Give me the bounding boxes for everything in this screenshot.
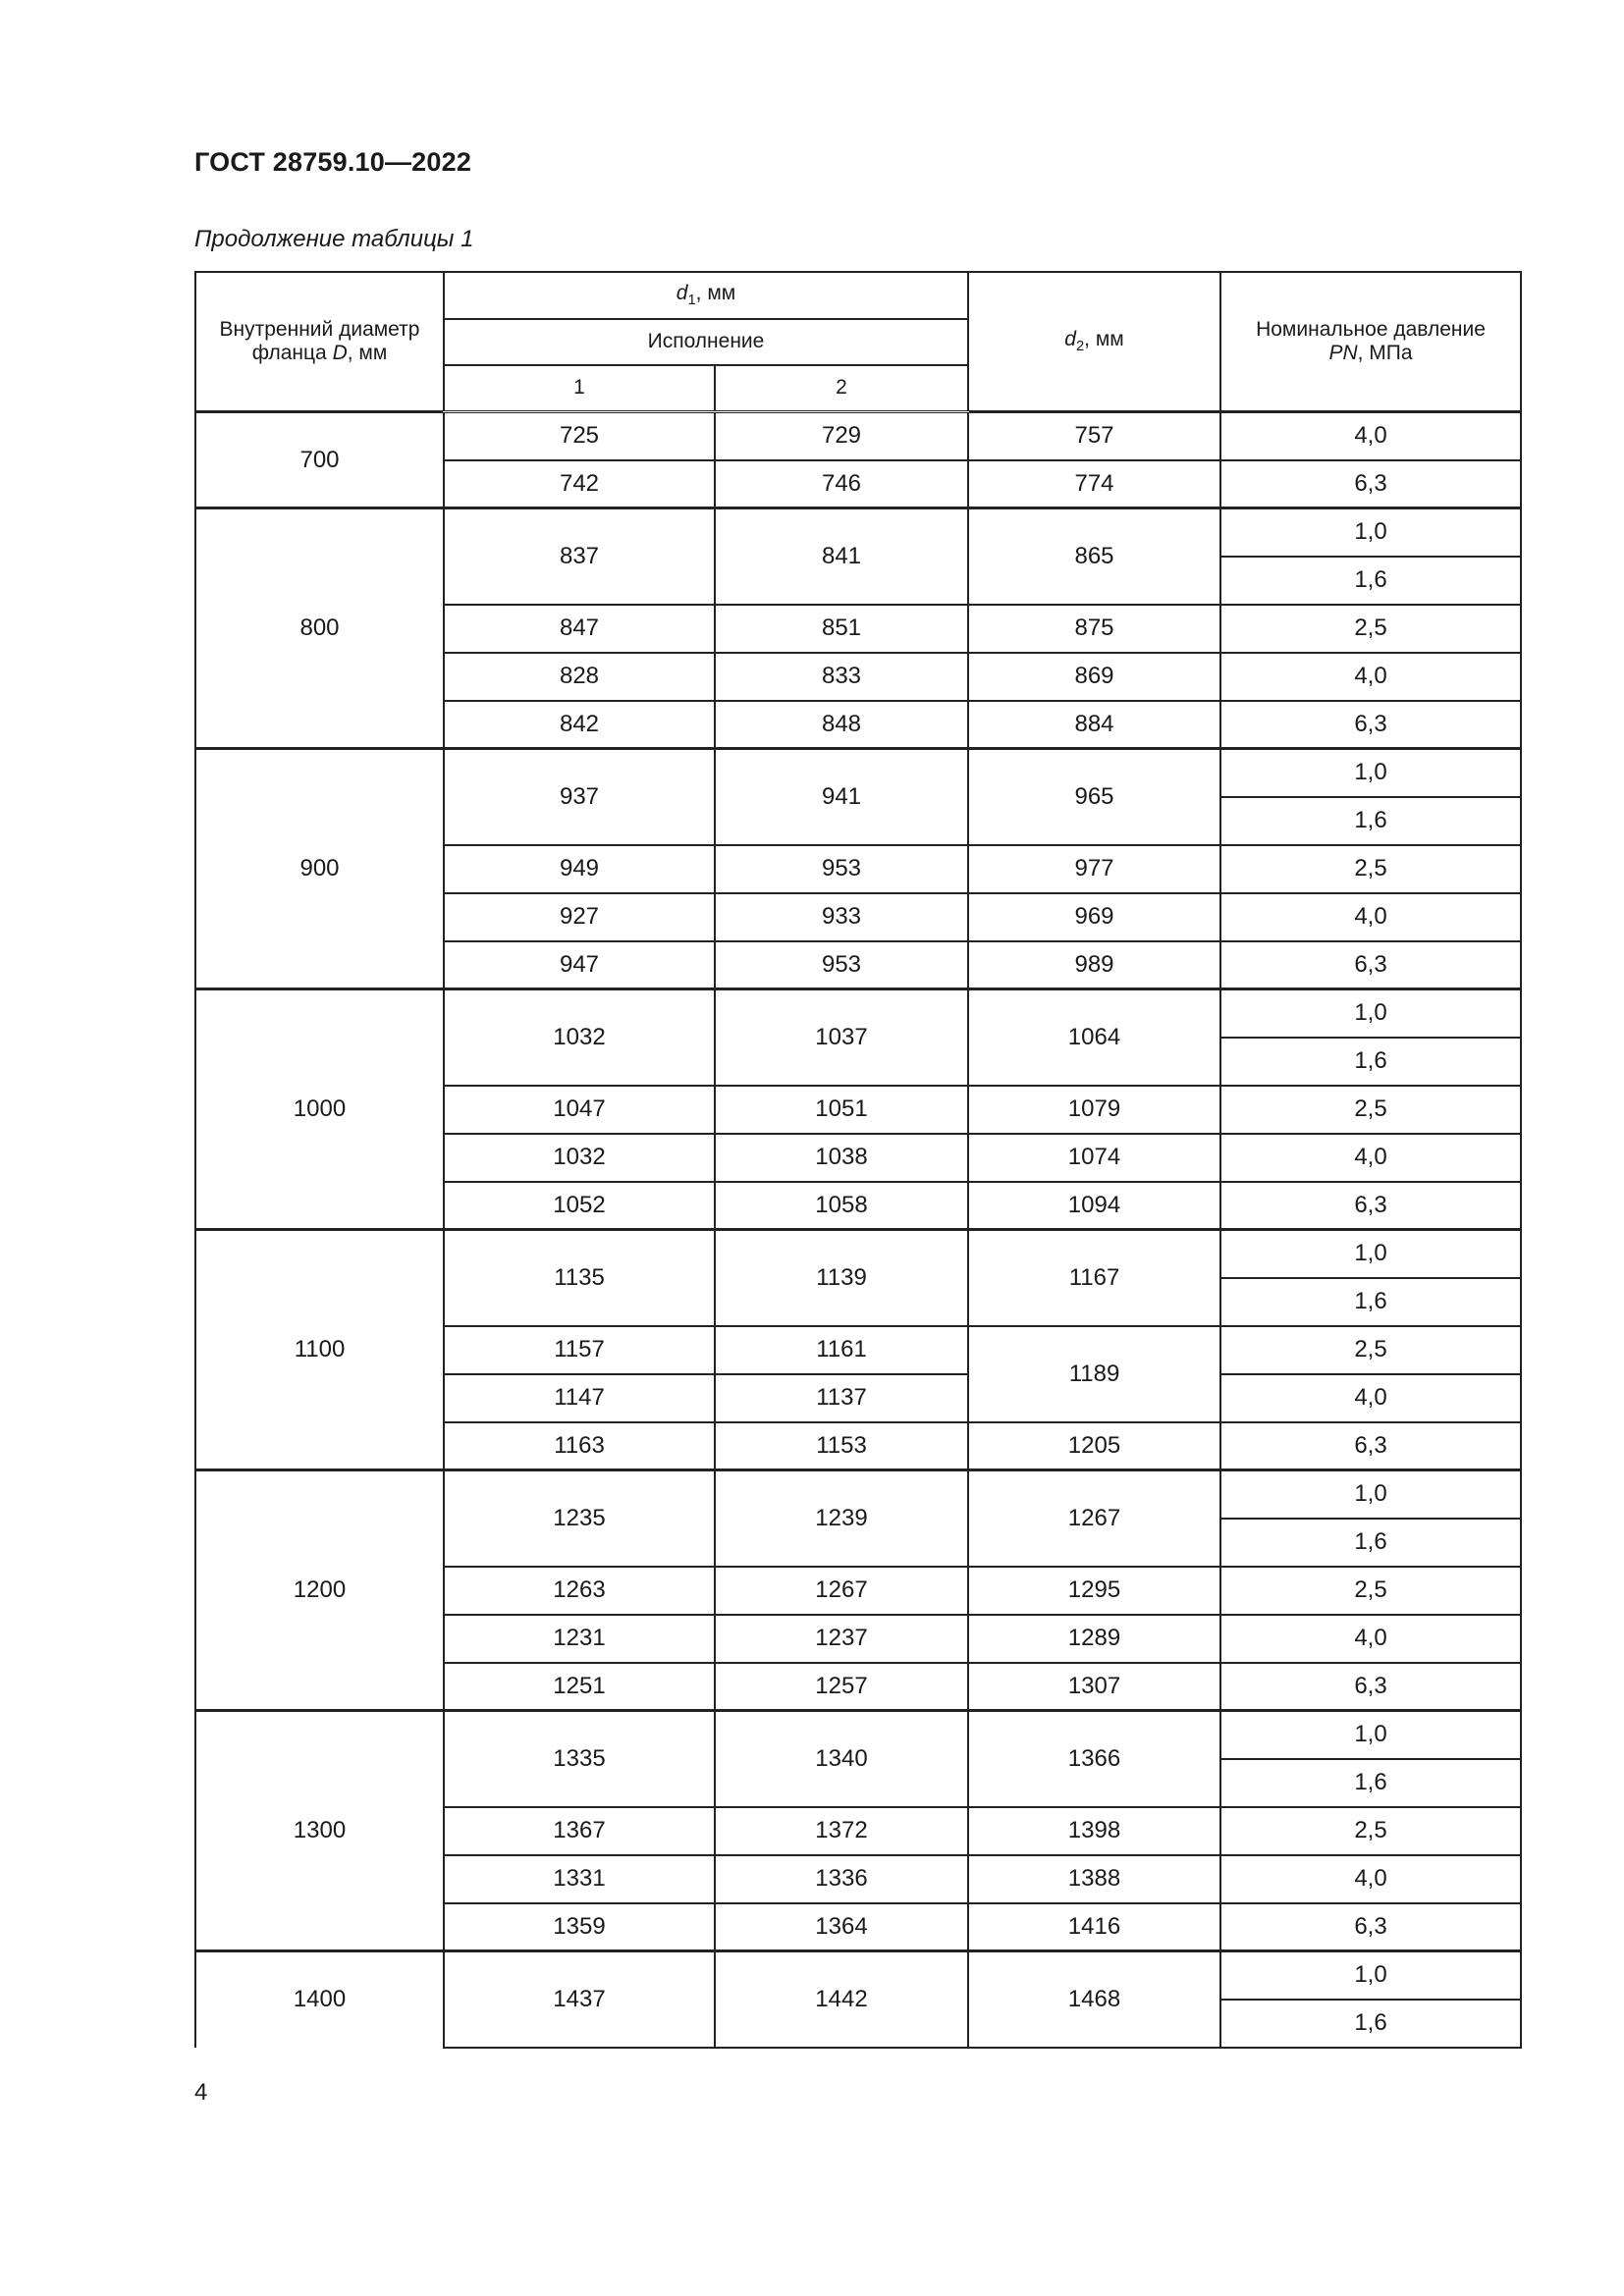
cell-d1-execution-1: 1157 bbox=[444, 1326, 715, 1374]
cell-d1-execution-2: 1340 bbox=[715, 1711, 968, 1807]
cell-d1-execution-2: 746 bbox=[715, 460, 968, 508]
cell-d2: 1468 bbox=[968, 1951, 1220, 2048]
cell-nominal-pressure: 4,0 bbox=[1220, 412, 1521, 460]
cell-d2: 1205 bbox=[968, 1422, 1220, 1470]
cell-d1-execution-1: 1437 bbox=[444, 1951, 715, 2048]
cell-d1-execution-1: 1147 bbox=[444, 1374, 715, 1422]
cell-d1-execution-1: 725 bbox=[444, 412, 715, 460]
cell-nominal-pressure: 4,0 bbox=[1220, 653, 1521, 701]
cell-inner-diameter: 1400 bbox=[195, 1951, 444, 2048]
header-d2 bbox=[968, 272, 1220, 412]
table-row bbox=[195, 1951, 1521, 2000]
cell-inner-diameter: 1200 bbox=[195, 1470, 444, 1711]
cell-d1-execution-1: 949 bbox=[444, 845, 715, 893]
cell-nominal-pressure: 6,3 bbox=[1220, 1422, 1521, 1470]
table-row bbox=[195, 1230, 1521, 1278]
header-d1-subscript: 1 bbox=[687, 293, 696, 309]
cell-d1-execution-2: 1153 bbox=[715, 1422, 968, 1470]
cell-nominal-pressure: 4,0 bbox=[1220, 893, 1521, 941]
cell-nominal-pressure: 1,6 bbox=[1220, 1759, 1521, 1807]
cell-d2: 1189 bbox=[968, 1326, 1220, 1422]
cell-d1-execution-2: 1442 bbox=[715, 1951, 968, 2048]
cell-d1-execution-1: 847 bbox=[444, 605, 715, 653]
cell-nominal-pressure: 1,0 bbox=[1220, 1230, 1521, 1278]
cell-nominal-pressure: 1,0 bbox=[1220, 989, 1521, 1038]
cell-inner-diameter: 1300 bbox=[195, 1711, 444, 1951]
cell-d1-execution-1: 1251 bbox=[444, 1663, 715, 1711]
header-d2-symbol: d bbox=[1064, 327, 1076, 350]
cell-d1-execution-1: 947 bbox=[444, 941, 715, 989]
cell-d1-execution-1: 1335 bbox=[444, 1711, 715, 1807]
cell-inner-diameter: 700 bbox=[195, 412, 444, 508]
cell-d1-execution-2: 1239 bbox=[715, 1470, 968, 1567]
cell-d2: 865 bbox=[968, 508, 1220, 605]
header-inner-diameter-line1: Внутренний диаметр bbox=[219, 317, 420, 341]
header-nominal-pressure-symbol: PN bbox=[1328, 342, 1358, 364]
cell-d1-execution-1: 1235 bbox=[444, 1470, 715, 1567]
cell-d2: 1289 bbox=[968, 1615, 1220, 1663]
cell-d1-execution-1: 837 bbox=[444, 508, 715, 605]
header-nominal-pressure-line1: Номинальное давление bbox=[1256, 317, 1486, 341]
cell-d1-execution-2: 941 bbox=[715, 749, 968, 845]
cell-d1-execution-2: 848 bbox=[715, 701, 968, 749]
cell-d2: 1307 bbox=[968, 1663, 1220, 1711]
cell-inner-diameter: 1100 bbox=[195, 1230, 444, 1470]
cell-nominal-pressure: 6,3 bbox=[1220, 941, 1521, 989]
cell-d1-execution-2: 1038 bbox=[715, 1134, 968, 1182]
cell-d1-execution-1: 842 bbox=[444, 701, 715, 749]
cell-nominal-pressure: 2,5 bbox=[1220, 1807, 1521, 1855]
cell-d2: 757 bbox=[968, 412, 1220, 460]
cell-d2: 1295 bbox=[968, 1567, 1220, 1615]
header-inner-diameter-line2a: фланца bbox=[251, 342, 333, 364]
cell-d2: 965 bbox=[968, 749, 1220, 845]
cell-d1-execution-1: 1231 bbox=[444, 1615, 715, 1663]
table-row bbox=[195, 508, 1521, 557]
header-d1 bbox=[444, 272, 968, 319]
cell-d1-execution-2: 729 bbox=[715, 412, 968, 460]
flange-dimensions-table bbox=[194, 271, 1522, 2049]
cell-inner-diameter: 1000 bbox=[195, 989, 444, 1230]
cell-nominal-pressure: 2,5 bbox=[1220, 845, 1521, 893]
cell-nominal-pressure: 1,6 bbox=[1220, 1519, 1521, 1567]
header-nominal-pressure-unit: , МПа bbox=[1357, 342, 1413, 364]
cell-d2: 774 bbox=[968, 460, 1220, 508]
cell-nominal-pressure: 6,3 bbox=[1220, 460, 1521, 508]
document-id: ГОСТ 28759.10—2022 bbox=[194, 147, 472, 177]
cell-d1-execution-1: 1331 bbox=[444, 1855, 715, 1903]
cell-nominal-pressure: 2,5 bbox=[1220, 1326, 1521, 1374]
cell-d2: 1398 bbox=[968, 1807, 1220, 1855]
cell-d1-execution-1: 1359 bbox=[444, 1903, 715, 1951]
cell-d1-execution-2: 1372 bbox=[715, 1807, 968, 1855]
cell-d1-execution-1: 937 bbox=[444, 749, 715, 845]
cell-nominal-pressure: 1,0 bbox=[1220, 1470, 1521, 1519]
cell-d1-execution-2: 841 bbox=[715, 508, 968, 605]
header-inner-diameter-unit: , мм bbox=[347, 342, 388, 364]
cell-d2: 1094 bbox=[968, 1182, 1220, 1230]
header-execution-2: 2 bbox=[715, 365, 968, 412]
cell-nominal-pressure: 6,3 bbox=[1220, 701, 1521, 749]
cell-nominal-pressure: 1,0 bbox=[1220, 1711, 1521, 1759]
flange-dimensions-table-wrap bbox=[194, 271, 1520, 2049]
header-inner-diameter-symbol: D bbox=[332, 342, 348, 364]
cell-inner-diameter: 800 bbox=[195, 508, 444, 749]
cell-d2: 1388 bbox=[968, 1855, 1220, 1903]
cell-d1-execution-2: 1051 bbox=[715, 1086, 968, 1134]
cell-nominal-pressure: 4,0 bbox=[1220, 1134, 1521, 1182]
cell-d1-execution-2: 851 bbox=[715, 605, 968, 653]
cell-nominal-pressure: 1,6 bbox=[1220, 1278, 1521, 1326]
cell-d2: 969 bbox=[968, 893, 1220, 941]
header-execution: Исполнение bbox=[444, 319, 968, 365]
cell-d1-execution-1: 742 bbox=[444, 460, 715, 508]
cell-d1-execution-1: 1263 bbox=[444, 1567, 715, 1615]
table-row bbox=[195, 749, 1521, 797]
table-row bbox=[195, 989, 1521, 1038]
cell-d1-execution-2: 1336 bbox=[715, 1855, 968, 1903]
cell-d1-execution-1: 1047 bbox=[444, 1086, 715, 1134]
table-row bbox=[195, 412, 1521, 460]
cell-d2: 989 bbox=[968, 941, 1220, 989]
cell-d2: 1064 bbox=[968, 989, 1220, 1086]
cell-nominal-pressure: 1,0 bbox=[1220, 749, 1521, 797]
cell-nominal-pressure: 1,6 bbox=[1220, 2000, 1521, 2048]
cell-nominal-pressure: 4,0 bbox=[1220, 1374, 1521, 1422]
cell-d1-execution-1: 1163 bbox=[444, 1422, 715, 1470]
cell-d1-execution-2: 1267 bbox=[715, 1567, 968, 1615]
cell-nominal-pressure: 2,5 bbox=[1220, 1086, 1521, 1134]
cell-inner-diameter: 900 bbox=[195, 749, 444, 989]
cell-d1-execution-2: 1139 bbox=[715, 1230, 968, 1326]
cell-d2: 1416 bbox=[968, 1903, 1220, 1951]
cell-d1-execution-1: 927 bbox=[444, 893, 715, 941]
cell-d1-execution-1: 828 bbox=[444, 653, 715, 701]
cell-nominal-pressure: 6,3 bbox=[1220, 1182, 1521, 1230]
cell-nominal-pressure: 1,0 bbox=[1220, 508, 1521, 557]
cell-d1-execution-2: 1058 bbox=[715, 1182, 968, 1230]
cell-nominal-pressure: 1,6 bbox=[1220, 1038, 1521, 1086]
cell-nominal-pressure: 1,0 bbox=[1220, 1951, 1521, 2000]
cell-d1-execution-2: 953 bbox=[715, 941, 968, 989]
cell-nominal-pressure: 1,6 bbox=[1220, 797, 1521, 845]
header-d2-unit: , мм bbox=[1084, 327, 1124, 350]
header-d1-unit: , мм bbox=[695, 281, 736, 304]
cell-d1-execution-1: 1052 bbox=[444, 1182, 715, 1230]
page-number: 4 bbox=[194, 2079, 208, 2106]
cell-d1-execution-1: 1135 bbox=[444, 1230, 715, 1326]
header-inner-diameter bbox=[195, 272, 444, 412]
cell-d2: 1167 bbox=[968, 1230, 1220, 1326]
cell-d2: 977 bbox=[968, 845, 1220, 893]
header-execution-1: 1 bbox=[444, 365, 715, 412]
cell-nominal-pressure: 4,0 bbox=[1220, 1855, 1521, 1903]
cell-nominal-pressure: 1,6 bbox=[1220, 557, 1521, 605]
cell-nominal-pressure: 6,3 bbox=[1220, 1903, 1521, 1951]
cell-d1-execution-2: 1257 bbox=[715, 1663, 968, 1711]
cell-nominal-pressure: 4,0 bbox=[1220, 1615, 1521, 1663]
table-caption: Продолжение таблицы 1 bbox=[194, 226, 474, 252]
cell-d2: 884 bbox=[968, 701, 1220, 749]
cell-d2: 1079 bbox=[968, 1086, 1220, 1134]
cell-d1-execution-2: 1364 bbox=[715, 1903, 968, 1951]
cell-d1-execution-2: 1137 bbox=[715, 1374, 968, 1422]
cell-nominal-pressure: 2,5 bbox=[1220, 1567, 1521, 1615]
table-row bbox=[195, 1470, 1521, 1519]
cell-d1-execution-2: 953 bbox=[715, 845, 968, 893]
cell-d2: 869 bbox=[968, 653, 1220, 701]
cell-d1-execution-1: 1032 bbox=[444, 1134, 715, 1182]
table-row bbox=[195, 1711, 1521, 1759]
header-d2-subscript: 2 bbox=[1075, 339, 1085, 355]
cell-d1-execution-2: 933 bbox=[715, 893, 968, 941]
cell-d1-execution-1: 1032 bbox=[444, 989, 715, 1086]
table-body bbox=[195, 412, 1521, 2048]
cell-nominal-pressure: 6,3 bbox=[1220, 1663, 1521, 1711]
cell-d1-execution-2: 1237 bbox=[715, 1615, 968, 1663]
cell-d2: 875 bbox=[968, 605, 1220, 653]
cell-d2: 1267 bbox=[968, 1470, 1220, 1567]
cell-d2: 1074 bbox=[968, 1134, 1220, 1182]
cell-d1-execution-1: 1367 bbox=[444, 1807, 715, 1855]
cell-d1-execution-2: 1037 bbox=[715, 989, 968, 1086]
cell-d2: 1366 bbox=[968, 1711, 1220, 1807]
cell-d1-execution-2: 833 bbox=[715, 653, 968, 701]
cell-nominal-pressure: 2,5 bbox=[1220, 605, 1521, 653]
header-d1-symbol: d bbox=[676, 281, 688, 304]
cell-d1-execution-2: 1161 bbox=[715, 1326, 968, 1374]
header-nominal-pressure bbox=[1220, 272, 1521, 412]
